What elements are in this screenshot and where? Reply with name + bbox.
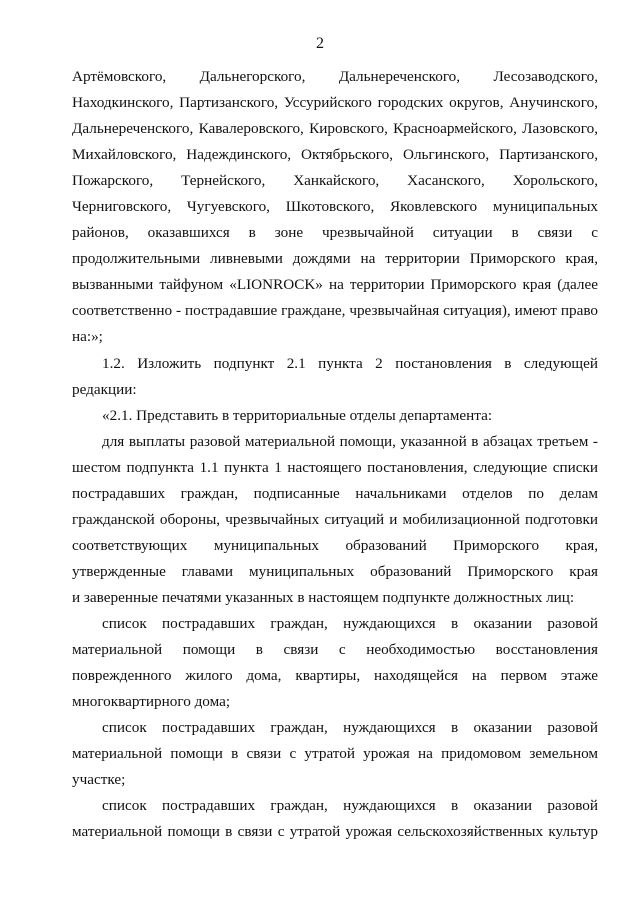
text-line: для выплаты разовой материальной помощи, указанной в абзацах третьем - <box>102 433 598 450</box>
text-line: список пострадавших граждан, нуждающихся в оказании разовой <box>102 615 598 632</box>
text-line: редакции: <box>72 381 137 398</box>
text-line: вызванными тайфуном «LIONROCK» на территории Приморского края (далее <box>72 276 598 293</box>
text-line: районов, оказавшихся в зоне чрезвычайной ситуации в связи с <box>72 224 598 241</box>
text-line: соответственно - пострадавшие граждане, чрезвычайная ситуация), имеют право <box>72 302 598 319</box>
text-line: материальной помощи в связи с утратой урожая на придомовом земельном <box>72 745 598 762</box>
text-line: гражданской обороны, чрезвычайных ситуаций и мобилизационной подготовки <box>72 511 598 528</box>
text-line: список пострадавших граждан, нуждающихся в оказании разовой <box>102 797 598 814</box>
text-line: и заверенные печатями указанных в настоящем подпункте должностных лиц: <box>72 589 575 606</box>
text-line: соответствующих муниципальных образований Приморского края, <box>72 537 598 554</box>
text-line: «2.1. Представить в территориальные отделы департамента: <box>102 407 493 424</box>
text-line: Михайловского, Надеждинского, Октябрьского, Ольгинского, Партизанского, <box>72 146 598 163</box>
text-line: шестом подпункта 1.1 пункта 1 настоящего постановления, следующие списки <box>72 459 598 476</box>
text-line: список пострадавших граждан, нуждающихся в оказании разовой <box>102 719 598 736</box>
text-line: Артёмовского, Дальнегорского, Дальнереченского, Лесозаводского, <box>72 68 598 85</box>
text-line: участке; <box>72 771 126 788</box>
text-line: Черниговского, Чугуевского, Шкотовского, Яковлевского муниципальных <box>72 198 598 215</box>
text-line: материальной помощи в связи с необходимостью восстановления <box>72 641 598 658</box>
text-line: Находкинского, Партизанского, Уссурийского городских округов, Анучинского, <box>72 94 598 111</box>
page-number: 2 <box>316 35 324 52</box>
text-line: Пожарского, Тернейского, Ханкайского, Хасанского, Хорольского, <box>72 172 598 189</box>
text-line: 1.2. Изложить подпункт 2.1 пункта 2 постановления в следующей <box>102 355 598 372</box>
text-line: продолжительными ливневыми дождями на территории Приморского края, <box>72 250 598 267</box>
text-line: на:»; <box>72 328 103 345</box>
text-line: материальной помощи в связи с утратой урожая сельскохозяйственных культур <box>72 823 598 840</box>
text-line: Дальнереченского, Кавалеровского, Кировского, Красноармейского, Лазовского, <box>72 120 598 137</box>
text-line: поврежденного жилого дома, квартиры, находящейся на первом этаже <box>72 667 598 684</box>
text-line: пострадавших граждан, подписанные начальниками отделов по делам <box>72 485 598 502</box>
text-line: утвержденные главами муниципальных образований Приморского края <box>72 563 598 580</box>
text-line: многоквартирного дома; <box>72 693 231 710</box>
